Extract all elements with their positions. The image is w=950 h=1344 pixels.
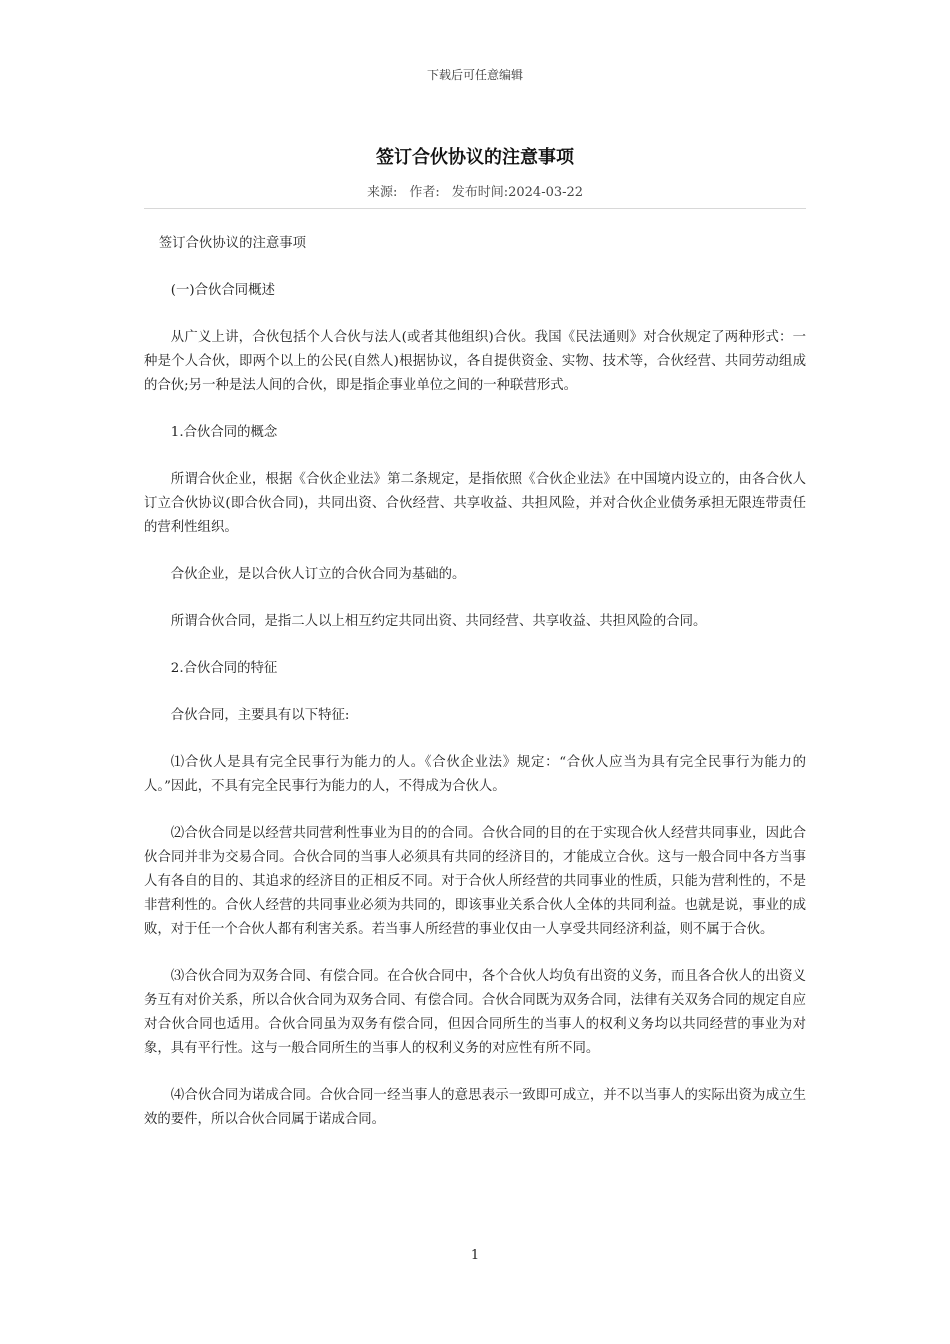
section-heading: (一)合伙合同概述	[170, 283, 275, 298]
section-heading: 1.合伙合同的概念	[170, 425, 278, 440]
paragraph: 签订合伙协议的注意事项	[158, 236, 307, 251]
page-number: 1	[470, 1248, 480, 1263]
list-item: ⑵合伙合同是以经营共同营利性事业为目的的合同。合伙合同的目的在于实现合伙人经营共同事业，因此合伙合同并非为交易合同。合伙合同的当事人必须具有共同的经济目的，才能成立合伙。这与一般合同中各方当事人有各自的目的、其追求的经济目的正相反不同。对于合伙人所经营的共同事业的性质，只能为营利性的，不是非营利性的。合伙人经营的共同事业必须为共同的，即该事业关系合伙人全体的共同利益。也就是说，事业的成败，对于任一个合伙人都有利害关系。若当事人所经营的事业仅由一人享受共同经济利益，则不属于合伙。	[144, 826, 806, 937]
paragraph: 合伙企业，是以合伙人订立的合伙合同为基础的。	[170, 567, 466, 582]
published-date: 2024-03-22	[508, 185, 584, 200]
article-meta	[0, 181, 950, 200]
header-divider	[144, 208, 806, 209]
published-info	[452, 185, 583, 200]
header-note: 下载后可任意编辑	[426, 68, 523, 82]
paragraph: 所谓合伙合同，是指二人以上相互约定共同出资、共同经营、共享收益、共担风险的合同。	[170, 614, 707, 629]
author-label: 作者:	[409, 185, 440, 200]
page-title: 签订合伙协议的注意事项	[376, 147, 574, 168]
paragraph: 合伙合同，主要具有以下特征:	[170, 708, 350, 723]
list-item: ⑴合伙人是具有完全民事行为能力的人。《合伙企业法》规定：“合伙人应当为具有完全民事行为能力的人。”因此，不具有完全民事行为能力的人，不得成为合伙人。	[144, 755, 806, 794]
list-item: ⑶合伙合同为双务合同、有偿合同。在合伙合同中，各个合伙人均负有出资的义务，而且各合伙人的出资义务互有对价关系，所以合伙合同为双务合同、有偿合同。合伙合同既为双务合同，法律有关双务合同的规定自应对合伙合同也适用。合伙合同虽为双务有偿合同，但因合同所生的当事人的权利义务均以共同经营的事业为对象，具有平行性。这与一般合同所生的当事人的权利义务的对应性有所不同。	[144, 969, 806, 1056]
published-label: 发布时间:	[451, 185, 509, 200]
list-item: ⑷合伙合同为诺成合同。合伙合同一经当事人的意思表示一致即可成立，并不以当事人的实际出资为成立生效的要件，所以合伙合同属于诺成合同。	[144, 1088, 806, 1127]
article-body	[144, 232, 806, 1155]
source-label: 来源:	[366, 185, 398, 200]
section-heading: 2.合伙合同的特征	[170, 661, 278, 676]
paragraph: 所谓合伙企业，根据《合伙企业法》第二条规定，是指依照《合伙企业法》在中国境内设立的，由各合伙人订立合伙协议(即合伙合同)，共同出资、合伙经营、共享收益、共担风险，并对合伙企业债务承担无限连带责任的营利性组织。	[144, 472, 806, 535]
paragraph: 从广义上讲，合伙包括个人合伙与法人(或者其他组织)合伙。我国《民法通则》对合伙规定了两种形式：一种是个人合伙，即两个以上的公民(自然人)根据协议，各自提供资金、实物、技术等，合伙经营、共同劳动组成的合伙;另一种是法人间的合伙，即是指企事业单位之间的一种联营形式。	[144, 330, 806, 393]
